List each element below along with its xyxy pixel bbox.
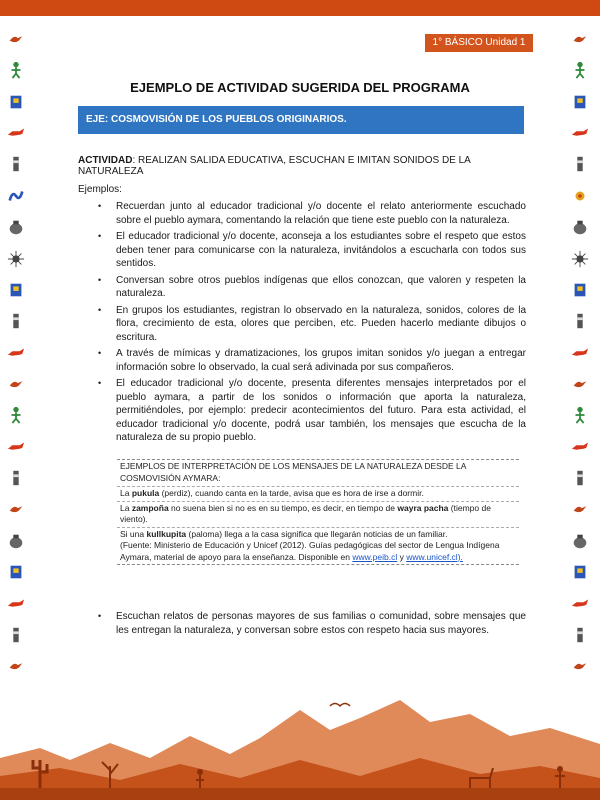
jar-icon (571, 532, 591, 552)
snake-icon (7, 187, 27, 207)
list-item: • Conversan sobre otros pueblos indígenas que ellos conozcan, que valoren y respeten la naturaleza. (98, 274, 526, 299)
llama-icon (571, 563, 591, 583)
peib-link[interactable]: www.peib.cl (352, 551, 398, 562)
activity-heading (78, 155, 528, 177)
bullet-icon: • (98, 378, 102, 388)
bird-icon (7, 375, 27, 395)
unit-badge: 1° BÁSICO Unidad 1 (425, 34, 533, 52)
figure-icon (7, 61, 27, 81)
figure-icon (7, 406, 27, 426)
llama-icon (7, 281, 27, 301)
bullet-icon: • (98, 231, 102, 241)
top-accent-bar (0, 0, 600, 16)
sun-icon (571, 250, 591, 270)
fox-icon (571, 344, 591, 364)
person-figure-icon (197, 769, 203, 775)
page-title: EJEMPLO DE ACTIVIDAD SUGERIDA DEL PROGRAMA (130, 80, 470, 95)
person-icon (7, 312, 27, 332)
unicef-link[interactable]: www.unicef.cl). (406, 551, 463, 562)
fox-icon (571, 595, 591, 615)
interpretation-table (117, 459, 519, 565)
llama-icon (571, 281, 591, 301)
llama-icon (571, 93, 591, 113)
llama-icon (7, 563, 27, 583)
bullet-icon: • (98, 348, 102, 358)
bird-icon (571, 30, 591, 50)
person-icon (571, 312, 591, 332)
person-icon (7, 626, 27, 646)
bird-icon (571, 500, 591, 520)
bullet-icon: • (98, 304, 102, 315)
person-icon (571, 626, 591, 646)
list-item: • Escuchan relatos de personas mayores de sus familias o comunidad, sobre mensajes que les entregan la naturaleza, y conversan sobre estos con respeto hacia sus mayores. (98, 611, 526, 636)
llama-icon (7, 93, 27, 113)
bird-icon (7, 500, 27, 520)
jar-icon (571, 218, 591, 238)
figure-icon (571, 61, 591, 81)
list-item: • El educador tradicional y/o docente, presenta diferentes mensajes interpretados por el pueblo aymara, a partir de los sonidos o información que aporta la naturaleza, permitiéndoles, por ejemplo: predecir acontecimientos del futuro. Para esta actividad, el educador tradicional y/o docente, podrá usar también, los mensajes que escucha de la naturaleza de su propio pueblo. (98, 378, 526, 443)
figure-icon (571, 406, 591, 426)
person-icon (571, 155, 591, 175)
bird-icon (7, 30, 27, 50)
list-item: • Recuerdan junto al educador tradicional y/o docente el relato anteriormente escuchado sobre el pueblo aymara, comentando la relación que tiene este pueblo con la naturaleza. (98, 201, 526, 226)
bullet-icon: • (98, 201, 102, 211)
fox-icon (7, 438, 27, 458)
list-item: • El educador tradicional y/o docente, aconseja a los estudiantes sobre el respeto que estos deben tener para comunicarse con la naturaleza, invitándolos a escucharla con todos sus sentidos. (98, 231, 526, 269)
table-row: La zampoña no suena bien si no es en su tiempo, es decir, en tiempo de wayra pacha (tiempo de viento). (117, 502, 519, 528)
person-icon (7, 155, 27, 175)
table-header: EJEMPLOS DE INTERPRETACIÓN DE LOS MENSAJES DE LA NATURALEZA DESDE LA COSMOVISIÓN AYMARA: (117, 460, 519, 487)
fox-icon (7, 344, 27, 364)
bullet-icon: • (98, 611, 102, 621)
bird-icon (7, 657, 27, 677)
axis-banner: EJE: COSMOVISIÓN DE LOS PUEBLOS ORIGINARIOS. (78, 106, 524, 134)
footer-landscape-illustration (0, 688, 600, 800)
activity-label: ACTIVIDAD (78, 155, 133, 166)
closing-list (98, 610, 526, 637)
table-row: La pukula (perdiz), cuando canta en la tarde, avisa que es hora de irse a dormir. (117, 487, 519, 502)
activity-text: : REALIZAN SALIDA EDUCATIVA, ESCUCHAN E IMITAN SONIDOS DE LA NATURALEZA (78, 155, 471, 177)
examples-list (98, 200, 526, 448)
bullet-icon: • (98, 274, 102, 285)
ground-shape (0, 788, 600, 800)
sun-icon (7, 250, 27, 270)
right-decoration-column (571, 30, 593, 720)
flower-icon (571, 187, 591, 207)
fox-icon (7, 595, 27, 615)
person-icon (7, 469, 27, 489)
list-item: • En grupos los estudiantes, registran lo observado en la naturaleza, sonidos, colores de la flora, crecimiento de esta, olores que perciben, etc. Pueden hacerlo mediante dibujos o escritura. (98, 304, 526, 343)
jar-icon (7, 532, 27, 552)
left-decoration-column (7, 30, 29, 720)
list-item: • A través de mímicas y dramatizaciones, los grupos imitan sonidos y/o juegan a entregar información sobre lo observado, la cual será adivinada por sus compañeros. (98, 348, 526, 373)
jar-icon (7, 218, 27, 238)
fox-icon (7, 124, 27, 144)
person-icon (571, 469, 591, 489)
fox-icon (571, 124, 591, 144)
bird-icon (571, 657, 591, 677)
bird-icon (571, 375, 591, 395)
examples-label: Ejemplos: (78, 184, 122, 195)
table-row: Si una kullkupita (paloma) llega a la casa significa que llegarán noticias de un familiar. (Fuente: Ministerio de Educación y Unicef (2012). Guías pedagógicas del sector de Lengua Indígena Aymara, material de apoyo para la enseñanza. Disponible en www.peib.cl y www.unicef.cl). (120, 528, 500, 562)
fox-icon (571, 438, 591, 458)
